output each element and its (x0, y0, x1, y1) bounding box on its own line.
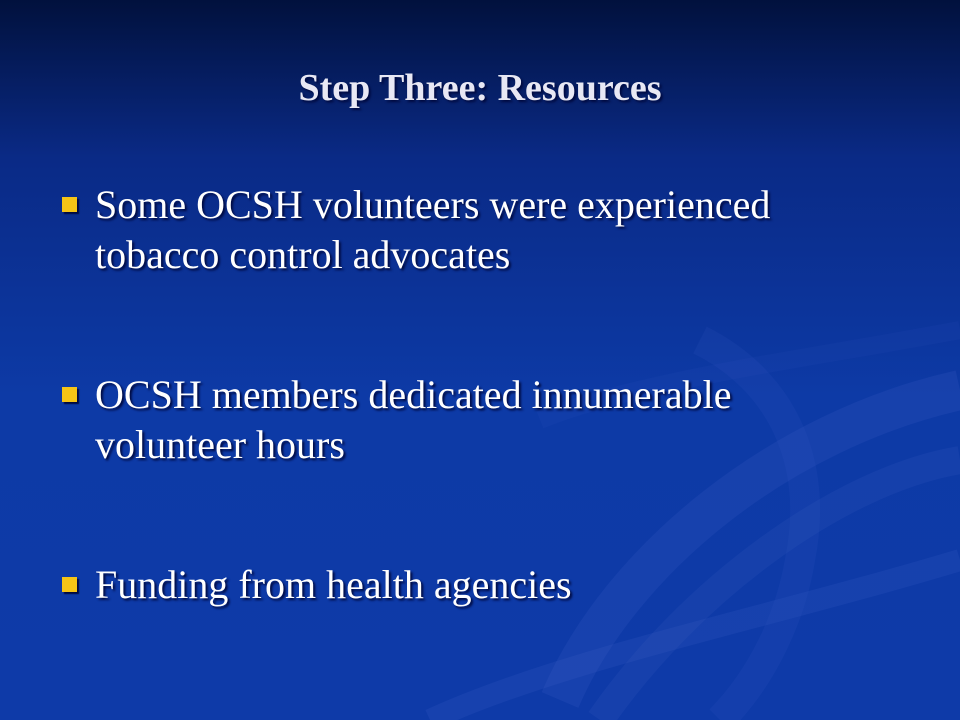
bullet-text: OCSH members dedicated innumerable volunteer hours (95, 372, 732, 467)
square-bullet-icon (62, 197, 77, 212)
bullet-text: Some OCSH volunteers were experienced tobacco control advocates (95, 182, 771, 277)
bullet-item (60, 370, 890, 470)
bullet-list (60, 180, 890, 610)
bullet-item (60, 180, 890, 280)
bullet-text: Funding from health agencies (95, 562, 572, 607)
square-bullet-icon (62, 577, 77, 592)
slide-title: Step Three: Resources (298, 67, 662, 109)
bullet-item (60, 560, 890, 610)
square-bullet-icon (62, 387, 77, 402)
